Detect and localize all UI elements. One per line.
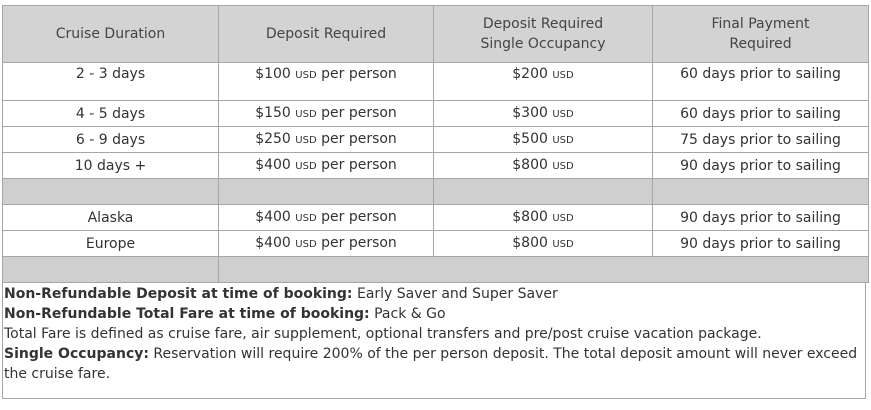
separator-cell [434,179,653,205]
single-cell [434,63,653,101]
single-amount: $800 [512,208,548,225]
currency: USD [552,134,574,146]
note-value: Pack & Go [369,306,446,322]
separator-row [3,179,869,205]
note-label: Non-Refundable Total Fare at time of booking: [4,306,370,322]
single-amount: $800 [512,156,548,173]
note-nonrefundable-deposit [4,284,864,304]
per-person: per person [321,208,397,225]
currency: USD [552,70,574,81]
currency: USD [295,212,317,224]
per-person: per person [321,66,397,82]
table-header-row [3,6,869,63]
header-deposit-single [434,6,653,63]
table-row [3,231,869,257]
duration-cell: 4 - 5 days [3,101,219,127]
final-payment-cell: 90 days prior to sailing [653,231,869,257]
note-label: Non-Refundable Deposit at time of booking: [4,286,353,302]
table-row [3,127,869,153]
deposit-cell [219,63,434,101]
duration-cell: 2 - 3 days [3,63,219,101]
single-amount: $300 [512,104,548,121]
table-row [3,101,869,127]
note-total-fare: Total Fare is defined as cruise fare, air supplement, optional transfers and pre/post cruise vacation package. [4,326,762,342]
single-amount: $200 [512,66,548,82]
deposit-table [2,5,869,283]
note-value: Reservation will require 200% of the per person deposit. The total deposit amount will never exceed the cruise fare. [4,346,858,382]
currency: USD [295,70,317,81]
separator-cell-wide [219,257,869,283]
currency: USD [552,160,574,172]
final-payment-cell: 90 days prior to sailing [653,153,869,179]
note-nonrefundable-total [4,304,864,324]
deposit-cell [219,231,434,257]
single-cell [434,101,653,127]
header-label: Cruise Duration [55,26,166,42]
currency: USD [295,134,317,146]
header-cruise-duration [3,6,219,63]
per-person: per person [321,156,397,173]
table-row [3,63,869,101]
per-person: per person [321,234,397,251]
duration-cell: 10 days + [3,153,219,179]
deposit-amount: $400 [255,234,291,251]
header-label: Deposit Required [482,16,604,32]
per-person: per person [321,104,397,121]
duration-cell: Alaska [3,205,219,231]
deposit-amount: $100 [255,66,291,82]
deposit-cell [219,127,434,153]
deposit-amount: $400 [255,208,291,225]
separator-cell [3,179,219,205]
duration-cell: Europe [3,231,219,257]
single-amount: $800 [512,234,548,251]
header-deposit-required [219,6,434,63]
deposit-cell [219,153,434,179]
header-label-line2: Required [729,36,792,52]
final-payment-cell: 60 days prior to sailing [653,63,869,101]
header-label: Deposit Required [265,26,387,42]
single-cell [434,205,653,231]
currency: USD [295,238,317,250]
booking-notes [2,283,866,399]
table-row [3,153,869,179]
currency: USD [552,238,574,250]
note-single-occupancy [4,344,864,384]
currency: USD [295,108,317,120]
separator-cell [219,179,434,205]
deposit-amount: $150 [255,104,291,121]
separator-cell [653,179,869,205]
final-payment-cell: 90 days prior to sailing [653,205,869,231]
note-label: Single Occupancy: [4,346,149,362]
duration-cell: 6 - 9 days [3,127,219,153]
separator-row [3,257,869,283]
deposit-schedule [2,5,868,399]
deposit-cell [219,101,434,127]
separator-cell [3,257,219,283]
currency: USD [552,212,574,224]
per-person: per person [321,130,397,147]
header-label: Final Payment [711,16,810,32]
single-cell [434,153,653,179]
deposit-cell [219,205,434,231]
single-amount: $500 [512,130,548,147]
currency: USD [295,160,317,172]
final-payment-cell: 75 days prior to sailing [653,127,869,153]
table-row [3,205,869,231]
deposit-amount: $400 [255,156,291,173]
header-label-line2: Single Occupancy [480,36,606,52]
header-final-payment [653,6,869,63]
deposit-amount: $250 [255,130,291,147]
single-cell [434,127,653,153]
final-payment-cell: 60 days prior to sailing [653,101,869,127]
note-value: Early Saver and Super Saver [352,286,558,302]
single-cell [434,231,653,257]
currency: USD [552,108,574,120]
